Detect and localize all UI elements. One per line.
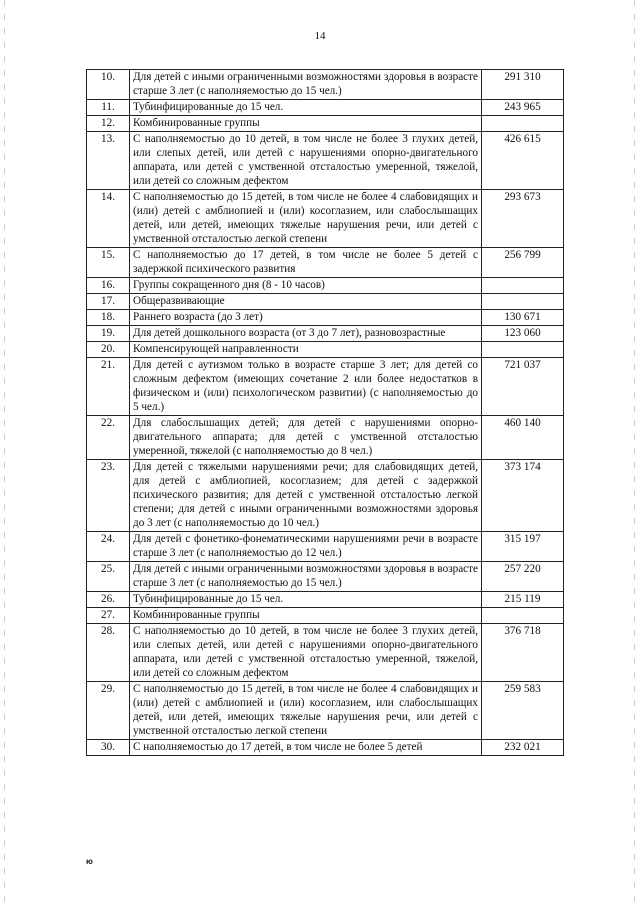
row-number: 19. (87, 326, 130, 342)
row-value-text: 232 021 (504, 741, 541, 753)
row-description: Для детей с фонетико-фонематическими нарушениями речи в возрасте старше 3 лет (с наполняемостью до 12 чел.) (130, 532, 482, 562)
table-row (87, 70, 564, 100)
row-description: С наполняемостью до 10 детей, в том числе не более 3 глухих детей, или слепых детей, или детей с нарушениями опорно-двигательного аппарата, или детей с умственной отсталостью умеренной, тяжелой, или детей со сложным дефектом (130, 624, 482, 682)
row-number: 30. (87, 740, 130, 756)
row-number: 26. (87, 592, 130, 608)
row-value (482, 740, 564, 756)
row-value (482, 608, 564, 624)
row-value-text: 426 615 (504, 133, 541, 145)
row-value (482, 248, 564, 278)
row-value (482, 358, 564, 416)
row-value-text: 256 799 (504, 249, 541, 261)
table-row (87, 190, 564, 248)
table-row (87, 116, 564, 132)
row-value (482, 460, 564, 532)
row-description: Тубинфицированные до 15 чел. (130, 100, 482, 116)
table-row (87, 592, 564, 608)
row-value-text: 259 583 (504, 683, 541, 695)
row-number: 25. (87, 562, 130, 592)
row-number: 28. (87, 624, 130, 682)
row-value-text: 293 673 (504, 191, 541, 203)
row-value (482, 342, 564, 358)
row-description: Для слабослышащих детей; для детей с нарушениями опорно-двигательного аппарата; для детей с умственной отсталостью умеренной, тяжелой (с наполняемостью до 8 чел.) (130, 416, 482, 460)
row-number: 15. (87, 248, 130, 278)
row-value (482, 310, 564, 326)
table-row (87, 342, 564, 358)
row-value (482, 624, 564, 682)
table-row (87, 624, 564, 682)
row-value (482, 682, 564, 740)
row-number: 11. (87, 100, 130, 116)
row-number: 16. (87, 278, 130, 294)
scan-edge-right (634, 0, 635, 905)
table-row (87, 310, 564, 326)
row-number: 21. (87, 358, 130, 416)
row-number: 27. (87, 608, 130, 624)
row-value-text: 291 310 (504, 71, 541, 83)
row-number: 23. (87, 460, 130, 532)
row-description: Комбинированные группы (130, 608, 482, 624)
row-value (482, 190, 564, 248)
tariff-table (86, 69, 564, 756)
row-value (482, 278, 564, 294)
row-description: Для детей дошкольного возраста (от 3 до 7 лет), разновозрастные (130, 326, 482, 342)
row-value (482, 132, 564, 190)
row-number: 12. (87, 116, 130, 132)
row-value-text: 373 174 (504, 461, 541, 473)
row-number: 24. (87, 532, 130, 562)
table-body (87, 70, 564, 756)
row-value (482, 100, 564, 116)
row-description: Для детей с аутизмом только в возрасте старше 3 лет; для детей со сложным дефектом (имеющих сочетание 2 или более недостатков в физическом и (или) психологическом развитии) (с наполняемостью до 5 чел.) (130, 358, 482, 416)
table-row (87, 682, 564, 740)
row-number: 17. (87, 294, 130, 310)
table-row (87, 248, 564, 278)
row-value-text: 123 060 (504, 327, 541, 339)
row-value-text: 315 197 (504, 533, 541, 545)
row-value-text: 243 965 (504, 101, 541, 113)
row-value (482, 116, 564, 132)
row-value-text: 130 671 (504, 311, 541, 323)
row-description: Для детей с иными ограниченными возможностями здоровья в возрасте старше 3 лет (с наполняемостью до 15 чел.) (130, 70, 482, 100)
row-number: 20. (87, 342, 130, 358)
page-number: 14 (314, 30, 326, 42)
row-number: 22. (87, 416, 130, 460)
row-description: С наполняемостью до 17 детей, в том числе не более 5 детей (130, 740, 482, 756)
table-row (87, 740, 564, 756)
row-description: С наполняемостью до 15 детей, в том числе не более 4 слабовидящих и (или) детей с амблиопией и (или) косоглазием, или слабослышащих детей, или детей, имеющих тяжелые нарушения речи, или детей с умственной отсталостью легкой степени (130, 190, 482, 248)
row-number: 10. (87, 70, 130, 100)
row-number: 18. (87, 310, 130, 326)
table-row (87, 460, 564, 532)
footer-mark: ю (86, 857, 93, 866)
row-value (482, 70, 564, 100)
row-value (482, 532, 564, 562)
row-value-text: 215 119 (504, 593, 541, 605)
row-description: С наполняемостью до 10 детей, в том числе не более 3 глухих детей, или слепых детей, или детей с нарушениями опорно-двигательного аппарата, или детей с умственной отсталостью умеренной, тяжелой, или детей со сложным дефектом (130, 132, 482, 190)
row-number: 14. (87, 190, 130, 248)
row-description: Раннего возраста (до 3 лет) (130, 310, 482, 326)
row-description: Тубинфицированные до 15 чел. (130, 592, 482, 608)
row-value (482, 326, 564, 342)
table-row (87, 608, 564, 624)
row-description: Для детей с тяжелыми нарушениями речи; для слабовидящих детей, для детей с амблиопией, косоглазием; для детей с задержкой психического развития; для детей с умственной отсталостью легкой степени; для детей с иными ограниченными возможностями здоровья до 3 лет (с наполняемостью до 10 чел.) (130, 460, 482, 532)
row-value-text: 460 140 (504, 417, 541, 429)
row-value-text: 376 718 (504, 625, 541, 637)
row-value-text: 257 220 (504, 563, 541, 575)
scan-edge-left (4, 0, 5, 905)
row-description: С наполняемостью до 17 детей, в том числе не более 5 детей с задержкой психического развития (130, 248, 482, 278)
table-row (87, 532, 564, 562)
table-row (87, 278, 564, 294)
table-row (87, 100, 564, 116)
row-value-text: 721 037 (504, 359, 541, 371)
row-description: Для детей с иными ограниченными возможностями здоровья в возрасте старше 3 лет (с наполняемостью до 15 чел.) (130, 562, 482, 592)
table-row (87, 358, 564, 416)
row-number: 29. (87, 682, 130, 740)
row-description: С наполняемостью до 15 детей, в том числе не более 4 слабовидящих и (или) детей с амблиопией и (или) косоглазием, или слабослышащих детей, или детей, имеющих тяжелые нарушения речи, или детей с умственной отсталостью легкой степени (130, 682, 482, 740)
row-description: Компенсирующей направленности (130, 342, 482, 358)
row-value (482, 294, 564, 310)
row-value (482, 592, 564, 608)
table-row (87, 132, 564, 190)
table-row (87, 562, 564, 592)
table-row (87, 294, 564, 310)
row-value (482, 562, 564, 592)
row-description: Группы сокращенного дня (8 - 10 часов) (130, 278, 482, 294)
row-number: 13. (87, 132, 130, 190)
row-description: Общеразвивающие (130, 294, 482, 310)
row-value (482, 416, 564, 460)
table-row (87, 416, 564, 460)
table-row (87, 326, 564, 342)
row-description: Комбинированные группы (130, 116, 482, 132)
